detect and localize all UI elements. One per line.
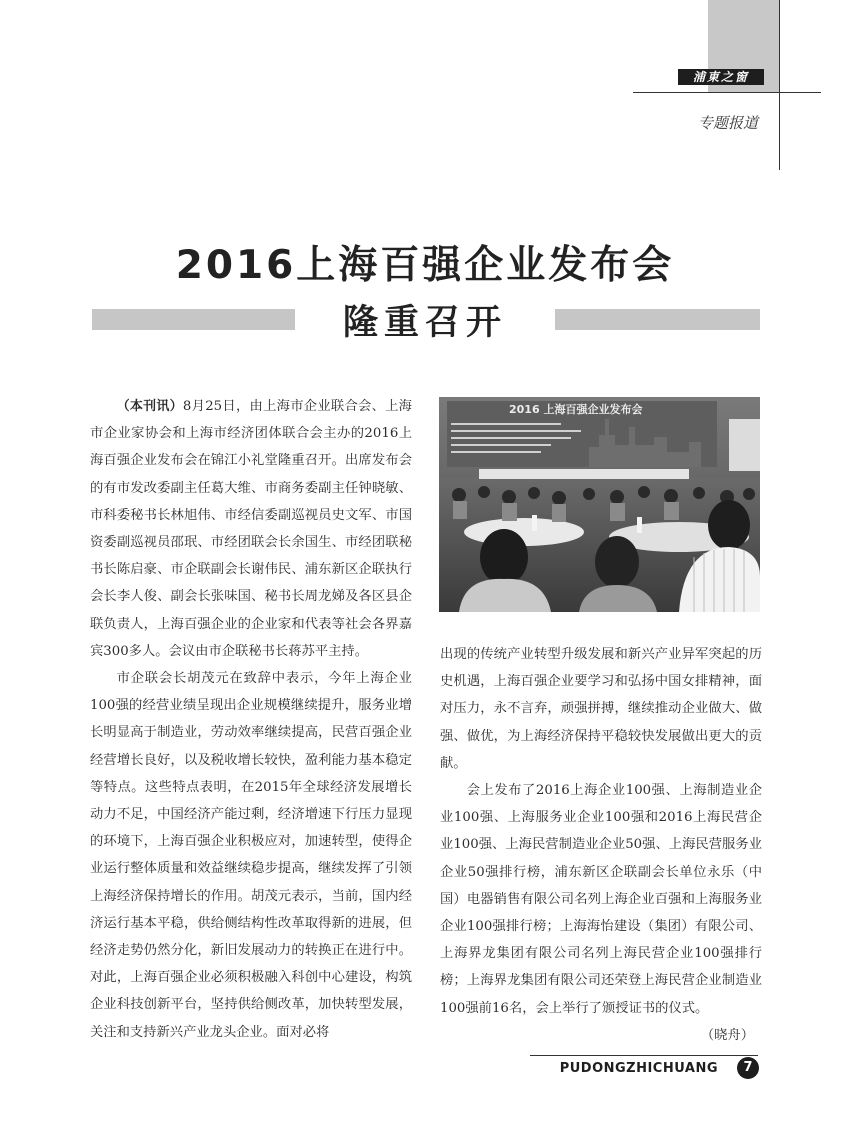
article-paragraph-1 <box>90 393 412 665</box>
header-rule-vertical <box>779 0 780 170</box>
article-paragraph-2: 市企联会长胡茂元在致辞中表示，今年上海企业100强的经营业绩呈现出企业规模继续提升，服务业增长明显高于制造业，劳动效率继续提高，民营百强企业经营增长良好，以及税收增长较快，盈利能力基本稳定等特点。这些特点表明，在2015年全球经济发展增长动力不足，中国经济产能过剩，经济增速下行压力显现的环境下，上海百强企业积极应对，加速转型，使得企业运行整体质量和效益继续稳步提高，继续发挥了引领上海经济保持增长的作用。胡茂元表示，当前，国内经济运行基本平稳，供给侧结构性改革取得新的进展，但经济走势仍然分化，新旧发展动力的转换正在进行中。对此，上海百强企业必须积极融入科创中心建设，构筑企业科技创新平台，坚持供给侧改革，加快转型发展，关注和支持新兴产业龙头企业。面对必将 <box>90 671 412 1040</box>
article-right-column <box>440 641 762 1049</box>
footer-rule <box>530 1055 758 1056</box>
section-label: 专题报道 <box>697 114 758 132</box>
article-title-line1: 2016上海百强企业发布会 <box>175 243 675 288</box>
article-title-line2: 隆重召开 <box>342 303 507 343</box>
article-paragraph-3: 会上发布了2016上海企业100强、上海制造业企业100强、上海服务业企业100强和2016上海民营企业100强、上海民营制造业企业50强、上海民营服务业企业50强排行榜，浦东新区企联副会长单位永乐（中国）电器销售有限公司名列上海企业百强和上海服务业企业100强排行榜；上海海怡建设（集团）有限公司、上海界龙集团有限公司名列上海民营企业100强排行榜；上海界龙集团有限公司还荣登上海民营企业制造业100强前16名，会上举行了颁授证书的仪式。 <box>440 783 762 1016</box>
magazine-logo: 浦東之窗 <box>678 69 764 85</box>
conference-photo <box>439 397 760 612</box>
article-left-column <box>90 393 412 1046</box>
page-number: 7 <box>737 1057 759 1079</box>
article-signature: （晓舟） <box>700 1027 754 1043</box>
footer-brand: PUDONGZHICHUANG <box>559 1061 718 1076</box>
photo-banner-text: 2016 上海百强企业发布会 <box>509 403 643 416</box>
header-rule-horizontal <box>633 92 821 93</box>
article-paragraph-2-continued: 出现的传统产业转型升级发展和新兴产业异军突起的历史机遇，上海百强企业要学习和弘扬中国女排精神，面对压力，永不言弃，顽强拼搏，继续推动企业做大、做强、做优，为上海经济保持平稳较快发展做出更大的贡献。 <box>440 647 762 771</box>
paragraph-1-text: 8月25日，由上海市企业联合会、上海市企业家协会和上海市经济团体联合会主办的2016上海百强企业发布会在锦江小礼堂隆重召开。出席发布会的有市发改委副主任葛大维、市商务委副主任钟晓敏、市科委秘书长林旭伟、市经信委副巡视员史文军、市国资委副巡视员邵珉、市经团联会长余国生、市经团联秘书长陈启豪、市企联副会长谢伟民、浦东新区企联执行会长李人俊、副会长张味国、秘书长周龙娣及各区县企联负责人，上海百强企业的企业家和代表等社会各界嘉宾300多人。会议由市企联秘书长蒋苏平主持。 <box>90 399 412 659</box>
source-tag: （本刊讯） <box>116 399 183 414</box>
